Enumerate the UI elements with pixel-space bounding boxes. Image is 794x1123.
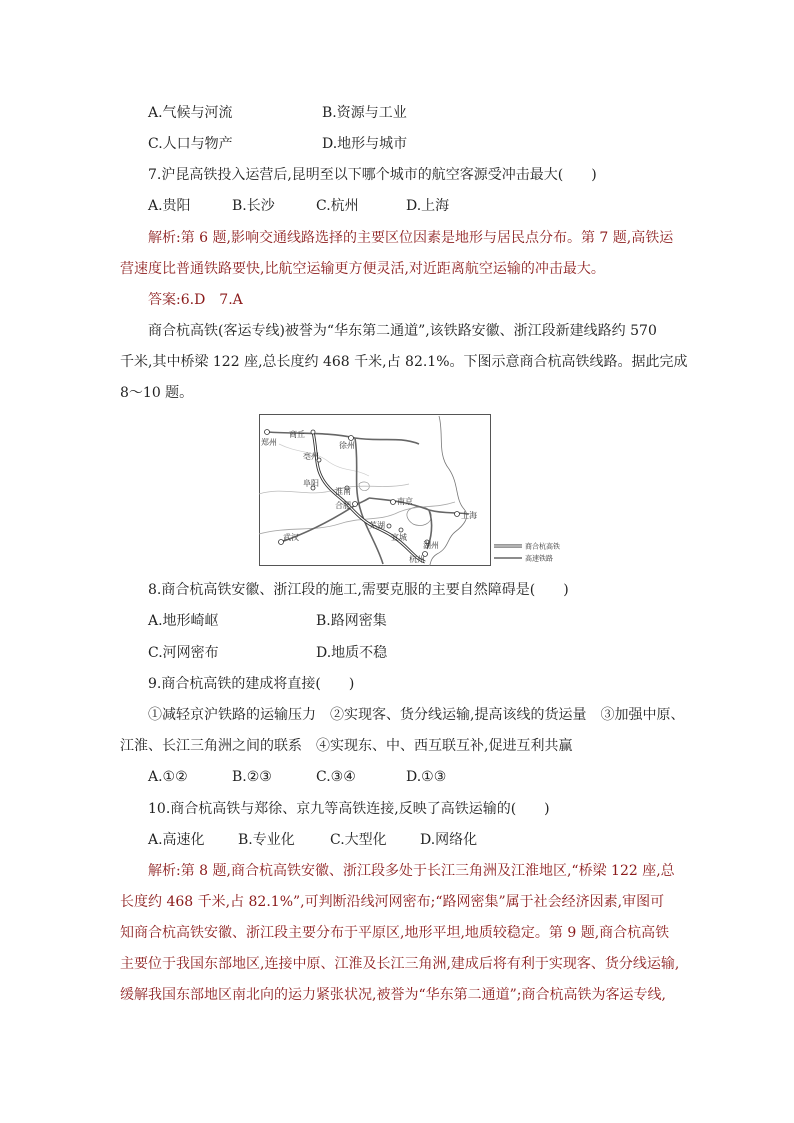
q10-option-d: D.网络化 — [420, 832, 478, 848]
q8-stem: 8.商合杭高铁安徽、浙江段的施工,需要克服的主要自然障碍是( ) — [148, 582, 569, 598]
city-label-xuancheng: 宣城 — [391, 533, 407, 542]
passage-line-1: 商合杭高铁(客运专线)被誉为“华东第二通道”,该铁路安徽、浙江段新建线路约 570 — [148, 323, 657, 339]
city-label-wuhu: 芜湖 — [369, 521, 385, 530]
analysis-2-line-4: 主要位于我国东部地区,连接中原、江淮及长江三角洲,建成后将有利于实现客、货分线运输, — [120, 956, 680, 972]
analysis-2-line-3: 知商合杭高铁安徽、浙江段主要分布于平原区,地形平坦,地质较稳定。第 9 题,商合杭高铁 — [120, 925, 670, 941]
q6-option-b: B.资源与工业 — [322, 105, 407, 121]
q9-option-d: D.①③ — [406, 769, 447, 785]
city-dot-shanghai — [455, 512, 460, 517]
city-label-nanjing: 南京 — [397, 497, 413, 506]
analysis-2-line-1: 解析:第 8 题,商合杭高铁安徽、浙江段多处于长江三角洲及江淮地区,“桥梁 122 座,总 — [148, 863, 675, 879]
city-dot-wuhu — [387, 524, 391, 528]
map-legend — [492, 538, 572, 566]
analysis-1-line-1: 解析:第 6 题,影响交通线路选择的主要区位因素是地形与居民点分布。第 7 题,高铁运 — [148, 230, 674, 246]
q10-option-a: A.高速化 — [148, 832, 205, 848]
q10-stem: 10.商合杭高铁与郑徐、京九等高铁连接,反映了高铁运输的( ) — [148, 801, 550, 817]
passage-line-3: 8～10 题。 — [120, 385, 194, 401]
city-dot-hefei — [353, 502, 358, 507]
city-label-xuzhou: 徐州 — [339, 441, 355, 450]
legend-label-highspeed: 高速铁路 — [525, 554, 553, 563]
answer-1: 答案:6.D 7.A — [148, 292, 243, 308]
q9-statement-line-2: 江淮、长江三角洲之间的联系 ④实现东、中、西互联互补,促进互利共赢 — [120, 738, 573, 754]
q7-option-c: C.杭州 — [316, 198, 359, 214]
city-label-zhengzhou: 郑州 — [261, 438, 277, 447]
q7-stem: 7.沪昆高铁投入运营后,昆明至以下哪个城市的航空客源受冲击最大( ) — [148, 167, 597, 183]
passage-line-2: 千米,其中桥梁 122 座,总长度约 468 千米,占 82.1%。下图示意商合杭高铁线路。据此完成 — [120, 354, 688, 370]
city-dot-shangqiu — [311, 430, 315, 434]
city-label-bozhou: 亳州 — [303, 452, 319, 461]
q8-option-c: C.河网密布 — [148, 645, 219, 661]
q10-option-c: C.大型化 — [330, 832, 387, 848]
q9-stem: 9.商合杭高铁的建成将直接( ) — [148, 676, 355, 692]
analysis-2-line-5: 缓解我国东部地区南北向的运力紧张状况,被誉为“华东第二通道”;商合杭高铁为客运专线, — [120, 987, 666, 1003]
city-dot-xuancheng — [399, 528, 403, 532]
q6-option-a: A.气候与河流 — [148, 105, 233, 121]
q7-option-b: B.长沙 — [232, 198, 275, 214]
city-label-huzhou: 湖州 — [423, 541, 439, 550]
city-label-shangqiu: 商丘 — [289, 430, 305, 439]
city-label-hefei: 合肥 — [335, 501, 351, 510]
city-dot-zhengzhou — [265, 430, 270, 435]
q6-option-c: C.人口与物产 — [148, 136, 233, 152]
q6-option-d: D.地形与城市 — [322, 136, 408, 152]
city-label-shanghai: 上海 — [461, 511, 477, 520]
city-label-fuyang: 阜阳 — [303, 479, 319, 488]
city-label-hangzhou: 杭州 — [409, 555, 425, 564]
q8-option-a: A.地形崎岖 — [148, 613, 219, 629]
analysis-2-line-2: 长度约 468 千米,占 82.1%”,可判断沿线河网密布;“路网密集”属于社会经济因素,审图可 — [120, 894, 665, 910]
q8-option-b: B.路网密集 — [316, 613, 387, 629]
city-dot-xuzhou — [349, 436, 354, 441]
q8-option-d: D.地质不稳 — [316, 645, 388, 661]
q7-option-d: D.上海 — [406, 198, 450, 214]
city-label-wuhan: 武汉 — [283, 533, 299, 542]
city-label-huainan: 淮南 — [335, 487, 351, 496]
q9-option-b: B.②③ — [232, 769, 272, 785]
q9-option-a: A.①② — [148, 769, 188, 785]
city-dot-nanjing — [391, 500, 396, 505]
q7-option-a: A.贵阳 — [148, 198, 191, 214]
railway-map — [259, 414, 491, 566]
analysis-1-line-2: 营速度比普通铁路要快,比航空运输更方便灵活,对近距离航空运输的冲击最大。 — [120, 261, 605, 277]
q10-option-b: B.专业化 — [238, 832, 295, 848]
q9-statement-line-1: ①减轻京沪铁路的运输压力 ②实现客、货分线运输,提高该线的货运量 ③加强中原、 — [148, 707, 685, 723]
q9-option-c: C.③④ — [316, 769, 356, 785]
legend-label-shanghehang: 商合杭高铁 — [525, 542, 560, 551]
